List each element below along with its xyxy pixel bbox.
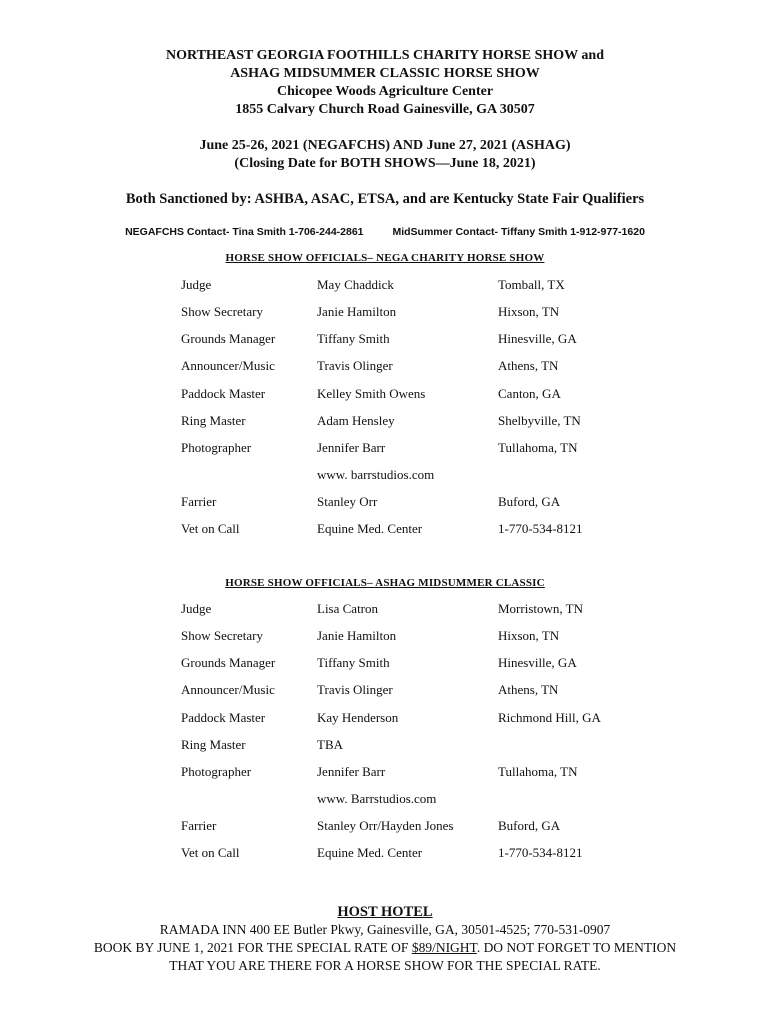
official-role: Ring Master	[181, 412, 246, 428]
official-role: Grounds Manager	[181, 655, 276, 671]
official-location: Tullahoma, TN	[498, 439, 578, 455]
official-row	[181, 331, 661, 358]
show-title-line-2: ASHAG MIDSUMMER CLASSIC HORSE SHOW	[230, 66, 540, 81]
official-location: Hinesville, GA	[498, 331, 577, 347]
official-name: Equine Med. Center	[317, 845, 423, 861]
official-row	[181, 710, 661, 737]
official-row	[181, 440, 661, 467]
official-row	[181, 494, 661, 521]
official-name: Equine Med. Center	[317, 521, 423, 537]
official-name: Tiffany Smith	[317, 331, 390, 347]
show-dates-block	[0, 137, 770, 173]
official-row	[181, 386, 661, 413]
official-role: Paddock Master	[181, 385, 266, 401]
official-location: Morristown, TN	[498, 601, 583, 616]
host-hotel-block	[0, 903, 770, 975]
official-location: Athens, TN	[498, 682, 559, 698]
official-row	[181, 277, 661, 304]
official-role: Farrier	[181, 818, 217, 834]
official-location: Canton, GA	[498, 385, 561, 401]
official-row	[181, 737, 661, 764]
official-role: Show Secretary	[181, 628, 263, 644]
venue-address: 1855 Calvary Church Road Gainesville, GA 30507	[235, 102, 535, 117]
official-role: Judge	[181, 277, 212, 292]
host-hotel-title: HOST HOTEL	[337, 904, 433, 920]
official-row	[181, 764, 661, 791]
official-role: Announcer/Music	[181, 682, 275, 698]
sanction-text: Both Sanctioned by: ASHBA, ASAC, ETSA, and are Kentucky State Fair Qualifiers	[125, 191, 645, 207]
official-name: Travis Olinger	[317, 682, 393, 698]
venue-name: Chicopee Woods Agriculture Center	[276, 84, 494, 99]
booking-note-start: BOOK BY JUNE 1, 2021 FOR THE SPECIAL RATE OF	[93, 940, 412, 955]
officials-title-ashag: HORSE SHOW OFFICIALS– ASHAG MIDSUMMER CLASSIC	[225, 577, 545, 589]
official-row	[181, 601, 661, 628]
official-role: Show Secretary	[181, 304, 263, 320]
official-row	[181, 655, 661, 682]
official-name: Travis Olinger	[317, 358, 393, 374]
official-row	[181, 358, 661, 385]
officials-title-nega: HORSE SHOW OFFICIALS– NEGA CHARITY HORSE SHOW	[225, 252, 545, 264]
official-name: Adam Hensley	[317, 412, 395, 428]
hotel-address: RAMADA INN 400 EE Butler Pkwy, Gainesville, GA, 30501-4525; 770-531-0907	[159, 922, 611, 937]
official-role: Judge	[181, 601, 212, 616]
official-name: Tiffany Smith	[317, 655, 390, 671]
official-location: Shelbyville, TN	[498, 412, 581, 428]
show-dates: June 25-26, 2021 (NEGAFCHS) AND June 27, 2021 (ASHAG)	[199, 138, 571, 153]
official-row	[181, 845, 661, 872]
official-location: Richmond Hill, GA	[498, 709, 601, 725]
official-location: Athens, TN	[498, 358, 559, 374]
official-role: Vet on Call	[181, 521, 240, 537]
official-row	[181, 304, 661, 331]
official-name: Jennifer Barr	[317, 763, 386, 779]
official-name: www. Barrstudios.com	[317, 790, 437, 806]
official-row	[181, 818, 661, 845]
official-location: Tullahoma, TN	[498, 763, 578, 779]
official-name: www. barrstudios.com	[317, 466, 435, 482]
booking-note-line-2: THAT YOU ARE THERE FOR A HORSE SHOW FOR THE SPECIAL RATE.	[169, 958, 601, 973]
official-row	[181, 682, 661, 709]
official-location: 1-770-534-8121	[498, 521, 583, 537]
booking-note-end: . DO NOT FORGET TO MENTION	[476, 940, 677, 955]
closing-date: (Closing Date for BOTH SHOWS—June 18, 2021)	[234, 156, 536, 171]
show-title-line-1: NORTHEAST GEORGIA FOOTHILLS CHARITY HORSE SHOW and	[165, 48, 605, 63]
official-location: Buford, GA	[498, 494, 561, 510]
official-name: May Chaddick	[317, 277, 394, 292]
official-location: 1-770-534-8121	[498, 845, 583, 861]
official-name: Janie Hamilton	[317, 304, 397, 320]
official-role: Farrier	[181, 494, 217, 510]
official-row	[181, 521, 661, 548]
official-location: Hixson, TN	[498, 304, 560, 320]
official-name: Stanley Orr	[317, 494, 378, 510]
official-name: Janie Hamilton	[317, 628, 397, 644]
official-role: Announcer/Music	[181, 358, 275, 374]
official-location: Tomball, TX	[498, 277, 565, 292]
official-location: Hinesville, GA	[498, 655, 577, 671]
official-name: Lisa Catron	[317, 601, 379, 616]
official-name: Jennifer Barr	[317, 439, 386, 455]
official-name: Stanley Orr/Hayden Jones	[317, 818, 454, 834]
official-row	[181, 791, 661, 818]
official-location: Buford, GA	[498, 818, 561, 834]
official-location: Hixson, TN	[498, 628, 560, 644]
booking-note	[0, 939, 770, 957]
show-title-block	[0, 47, 770, 119]
special-rate: $89/NIGHT	[411, 940, 477, 955]
midsummer-contact: MidSummer Contact- Tiffany Smith 1-912-977-1620	[392, 226, 645, 238]
official-role: Grounds Manager	[181, 331, 276, 347]
official-row	[181, 467, 661, 494]
official-name: TBA	[317, 736, 343, 752]
official-name: Kelley Smith Owens	[317, 385, 426, 401]
contacts-line	[0, 226, 770, 238]
official-row	[181, 413, 661, 440]
official-name: Kay Henderson	[317, 709, 399, 725]
official-role: Vet on Call	[181, 845, 240, 861]
official-role: Paddock Master	[181, 709, 266, 725]
officials-table-nega	[181, 277, 661, 548]
official-row	[181, 628, 661, 655]
official-role: Ring Master	[181, 736, 246, 752]
official-role: Photographer	[181, 439, 252, 455]
negafchs-contact: NEGAFCHS Contact- Tina Smith 1-706-244-2861	[125, 226, 364, 238]
official-role: Photographer	[181, 763, 252, 779]
officials-table-ashag	[181, 601, 661, 872]
sanction-statement	[0, 190, 770, 208]
